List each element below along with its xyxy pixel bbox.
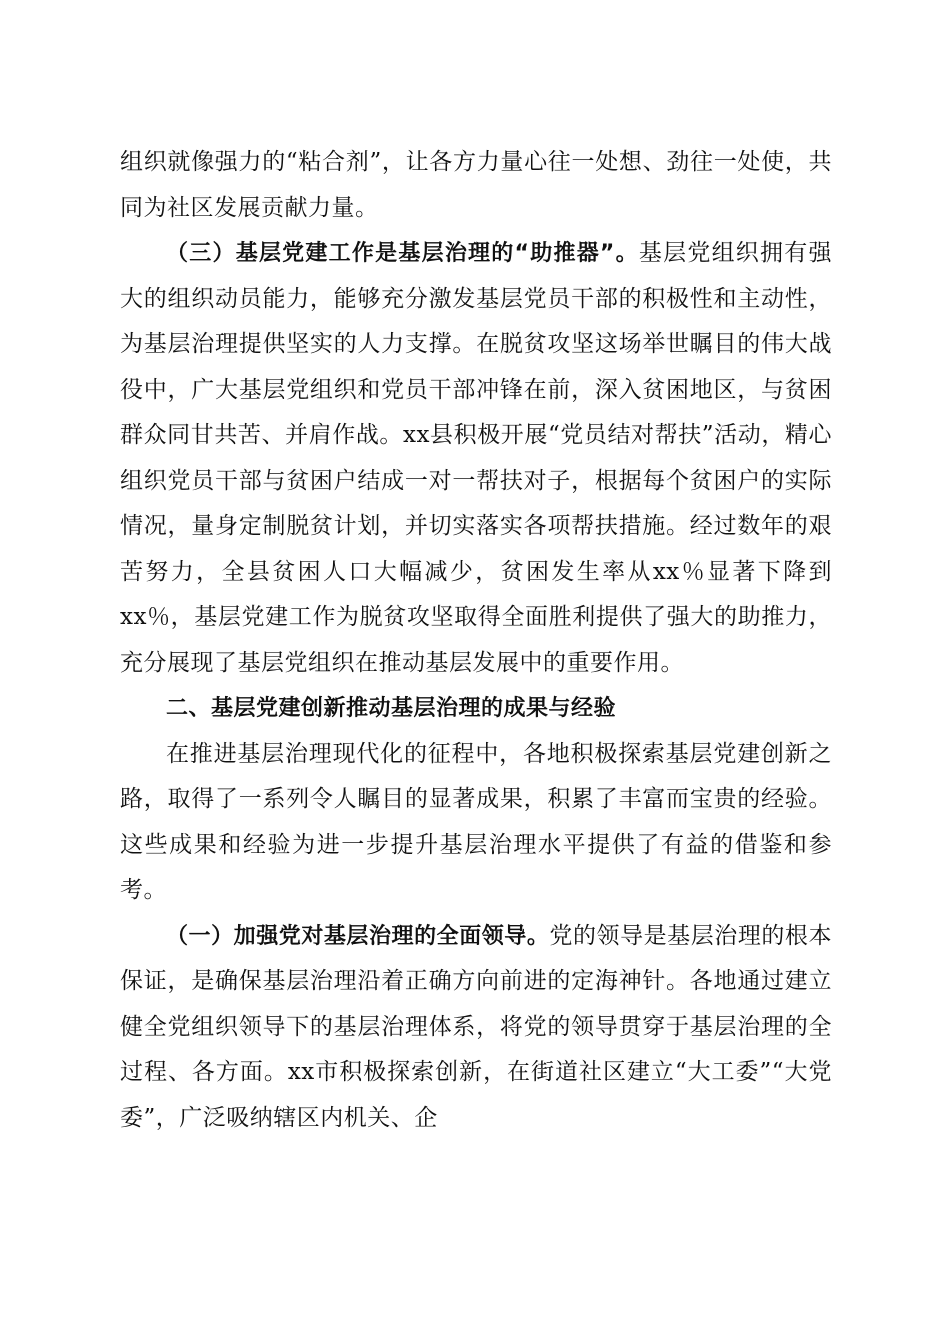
paragraph-section-one (120, 914, 832, 1142)
document-body (120, 140, 832, 1141)
paragraph-lead-heading: （一）加强党对基层治理的全面领导。 (166, 923, 550, 949)
paragraph-intro (120, 732, 832, 914)
paragraph-text: 在推进基层治理现代化的征程中，各地积极探索基层党建创新之路，取得了一系列令人瞩目的显著成果，积累了丰富而宝贵的经验。这些成果和经验为进一步提升基层治理水平提供了有益的借鉴和参考。 (120, 740, 832, 903)
paragraph-text: 组织就像强力的“粘合剂”，让各方力量心往一处想、劲往一处使，共同为社区发展贡献力量。 (120, 149, 832, 221)
paragraph-section-three (120, 231, 832, 686)
section-heading (120, 686, 832, 732)
paragraph-text: 党的领导是基层治理的根本保证，是确保基层治理沿着正确方向前进的定海神针。各地通过建立健全党组织领导下的基层治理体系，将党的领导贯穿于基层治理的全过程、各方面。xx市积极探索创新，在街道社区建立“大工委”“大党委”，广泛吸纳辖区内机关、企 (120, 922, 832, 1131)
paragraph-text: 基层党组织拥有强大的组织动员能力，能够充分激发基层党员干部的积极性和主动性，为基层治理提供坚实的人力支撑。在脱贫攻坚这场举世瞩目的伟大战役中，广大基层党组织和党员干部冲锋在前，深入贫困地区，与贫困群众同甘共苦、并肩作战。xx县积极开展“党员结对帮扶”活动，精心组织党员干部与贫困户结成一对一帮扶对子，根据每个贫困户的实际情况，量身定制脱贫计划，并切实落实各项帮扶措施。经过数年的艰苦努力，全县贫困人口大幅减少，贫困发生率从xx％显著下降到xx％，基层党建工作为脱贫攻坚取得全面胜利提供了强大的助推力，充分展现了基层党组织在推动基层发展中的重要作用。 (120, 240, 833, 676)
paragraph-continuation (120, 140, 832, 231)
section-heading-text: 二、基层党建创新推动基层治理的成果与经验 (166, 696, 617, 721)
paragraph-lead-heading: （三）基层党建工作是基层治理的“助推器”。 (166, 241, 639, 266)
